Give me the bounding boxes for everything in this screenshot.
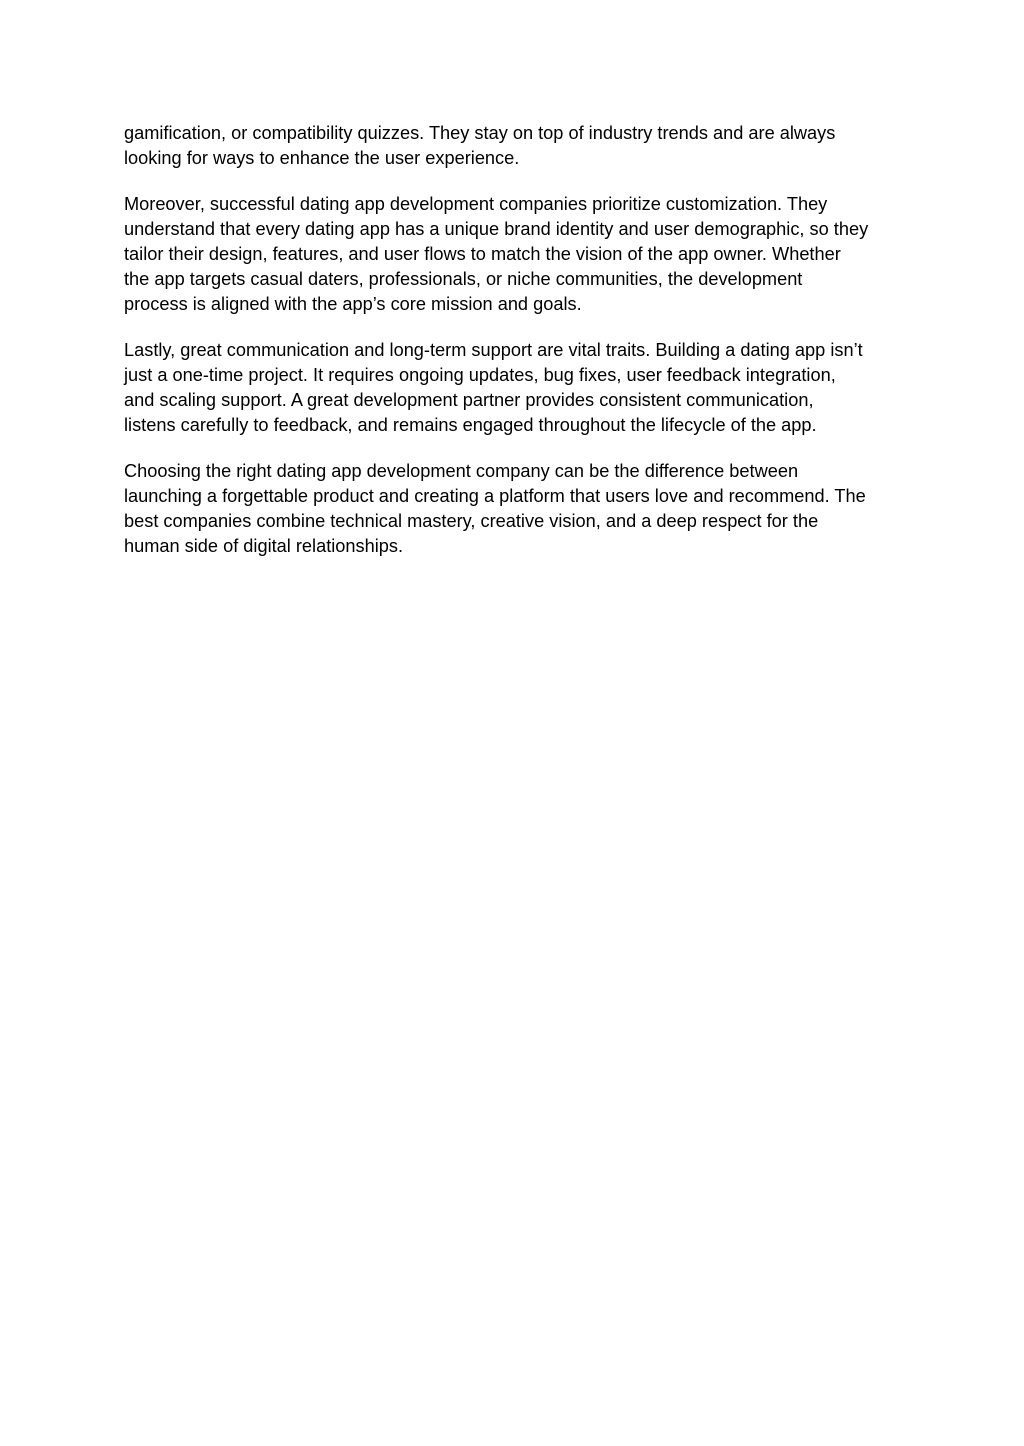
text-line: Lastly, great communication and long-term support are vital traits. Building a dating app isn’t bbox=[124, 340, 863, 360]
paragraph-conclusion bbox=[124, 459, 914, 559]
paragraph-gamification bbox=[124, 121, 914, 171]
text-line: process is aligned with the app’s core mission and goals. bbox=[124, 294, 582, 314]
text-line: understand that every dating app has a unique brand identity and user demographic, so they bbox=[124, 219, 869, 239]
text-line: best companies combine technical mastery, creative vision, and a deep respect for the bbox=[124, 511, 819, 531]
text-line: gamification, or compatibility quizzes. They stay on top of industry trends and are always bbox=[124, 123, 836, 143]
text-line: listens carefully to feedback, and remains engaged throughout the lifecycle of the app. bbox=[124, 415, 817, 435]
text-line: Moreover, successful dating app development companies prioritize customization. They bbox=[124, 194, 828, 214]
text-line: Choosing the right dating app development company can be the difference between bbox=[124, 461, 799, 481]
paragraph-communication-support bbox=[124, 338, 914, 438]
text-line: the app targets casual daters, professionals, or niche communities, the development bbox=[124, 269, 803, 289]
text-line: human side of digital relationships. bbox=[124, 536, 404, 556]
text-line: and scaling support. A great development partner provides consistent communication, bbox=[124, 390, 814, 410]
text-line: looking for ways to enhance the user experience. bbox=[124, 148, 520, 168]
paragraph-customization bbox=[124, 192, 914, 317]
text-line: tailor their design, features, and user flows to match the vision of the app owner. Whether bbox=[124, 244, 841, 264]
text-line: launching a forgettable product and creating a platform that users love and recommend. The bbox=[124, 486, 866, 506]
text-line: just a one-time project. It requires ongoing updates, bug fixes, user feedback integration, bbox=[124, 365, 836, 385]
document-body bbox=[124, 121, 914, 580]
